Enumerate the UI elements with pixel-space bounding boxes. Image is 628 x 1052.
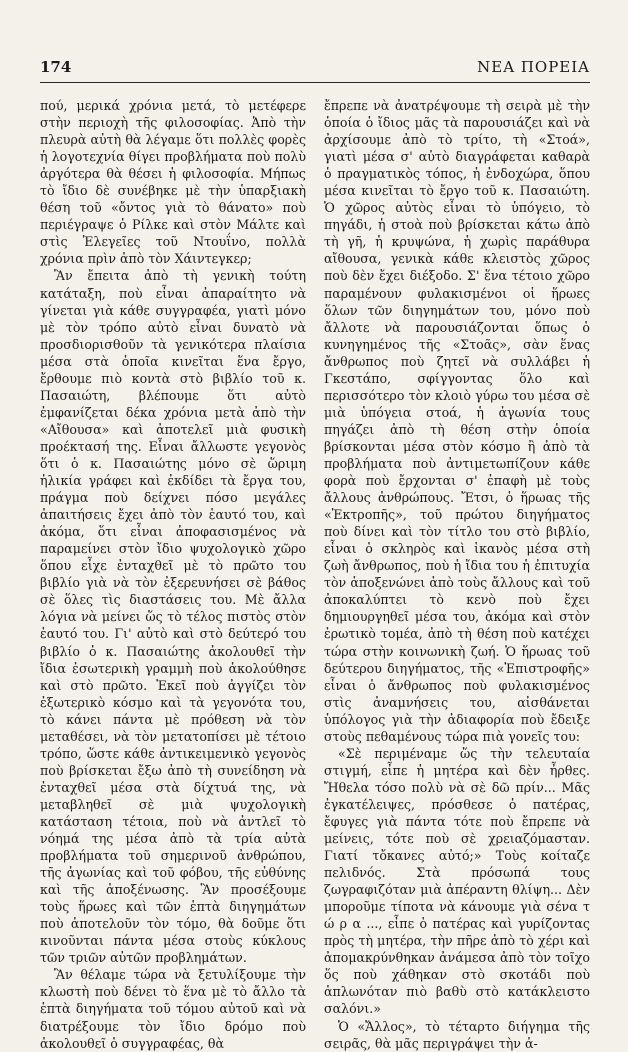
page-number: 174 bbox=[40, 58, 72, 76]
quotation: «Σὲ περιμέναμε ὥς τὴν τελευταία στιγμή, εἶπε ἡ μητέρα καὶ δὲν ἦρθες. Ἤθελα τόσο πολὺ νὰ σὲ δῶ πρίν... Μᾶς ἐγκατέλειψες, πρόσθεσε ὁ πατέρας, ἔφυγες γιὰ πάντα τότε ποὺ ἔπρεπε νὰ μείνεις, τότε ποὺ σὲ χρειαζόμασταν. Γιατί τὄκανες αὐτό;» Τοὺς κοίταζε πελιδνός. Στὰ πρόσωπά τους ζωγραφιζόταν μιὰ ἀπέραντη θλίψη... Δὲν μποροῦμε τίποτα νὰ κάνουμε γιὰ σένα τ ώ ρ α ..., εἶπε ὁ πατέρας καὶ γυρίζοντας πρὸς τὴ μητέρα, τὴν πῆρε ἀπὸ τὸ χέρι καὶ ἀπομακρύνθηκαν ἀνάμεσα ἀπὸ τὸν τοῖχο ὅς ποὺ χάθηκαν στὸ σκοτάδι ποὺ ἁπλωνόταν πιὸ βαθὺ στὸ κατάκλειστο σαλόνι.» bbox=[324, 745, 590, 1017]
paragraph: Ἂν ἔπειτα ἀπὸ τὴ γενικὴ τούτη κατάταξη, ποὺ εἶναι ἀπαραίτητο νὰ γίνεται γιὰ κάθε συγγραφέα, γιατὶ μόνο μὲ τὸν τρόπο αὐτὸ εἶναι δυνατὸ νὰ προσδιορισθοῦν τὰ γενικότερα πλαίσια μέσα στὰ ὁποῖα κινεῖται ἕνα ἔργο, ἔρθουμε πιὸ κοντὰ στὸ βιβλίο τοῦ κ. Πασαιώτη, βλέπουμε ὅτι αὐτὸ ἐμφανίζεται δέκα χρόνια μετὰ ἀπὸ τὴν «Αἴθουσα» καὶ ἀποτελεῖ μιὰ φυσικὴ προέκτασή της. Εἶναι ἄλλωστε γεγονὸς ὅτι ὁ κ. Πασαιώτης μόνο σὲ ὥριμη ἡλικία γράφει καὶ ἐκδίδει τὰ ἔργα του, πράγμα ποὺ δείχνει πόσο μεγάλες ἀπαιτήσεις ἔχει ἀπὸ τὸν ἑαυτό του, καὶ ἀκόμα, ὅτι εἶναι ἀποφασισμένος νὰ παραμείνει στὸν ἴδιο ψυχολογικὸ χῶρο ὅπου εἶχε ἐνταχθεῖ μὲ τὸ πρῶτο του βιβλίο γιὰ νὰ τὸν ἐξερευνήσει σὲ βάθος σὲ ὅλες τὶς διαστάσεις του. Μὲ ἄλλα λόγια νὰ μείνει ὥς τὸ τέλος πιστὸς στὸν ἑαυτό του. Γι' αὐτὸ καὶ στὸ δεύτερό του βιβλίο ὁ κ. Πασαιώτης ἀκολουθεῖ τὴν ἴδια ἐσωτερικὴ γραμμὴ ποὺ ἀκολούθησε καὶ στὸ πρῶτο. Ἐκεῖ ποὺ ἀγγίζει τὸν ἐξωτερικὸ κόσμο καὶ τὰ γεγονότα του, τὸ κάνει πάντα μὲ πρόθεση νὰ τὸν μεταθέσει, νὰ τὸν μετατοπίσει μὲ τέτοιο τρόπο, ὥστε κάθε ἀντικειμενικὸ γεγονὸς ποὺ βρίσκεται ἔξω ἀπὸ τὴ συνείδηση νὰ ἐνταχθεῖ μέσα στὰ δίχτυά της, νὰ μεταβληθεῖ σὲ μιὰ ψυχολογικὴ κατάσταση τέτοια, ποὺ νὰ ἀντλεῖ τὸ νόημά της μέσα ἀπὸ τὰ τρία αὐτὰ προβλήματα τοῦ σημερινοῦ ἀνθρώπου, τῆς ἀγωνίας καὶ τοῦ φόβου, τῆς εὐθύνης καὶ τῆς ἀποξένωσης. Ἂν προσέξουμε τοὺς ἥρωες καὶ τῶν ἑπτὰ διηγημάτων ποὺ ἀποτελοῦν τὸν τόμο, θὰ δοῦμε ὅτι κινοῦνται πάντα μέσα στοὺς κύκλους τῶν τριῶν αὐτῶν προβλημάτων. bbox=[40, 268, 306, 966]
running-title: ΝΕΑ ΠΟΡΕΙΑ bbox=[477, 58, 590, 76]
paragraph: ἔπρεπε νὰ ἀνατρέψουμε τὴ σειρὰ μὲ τὴν ὁποία ὁ ἴδιος μᾶς τὰ παρουσιάζει καὶ νὰ ἀρχίσουμε ἀπὸ τὸ τρίτο, τὴ «Στοά», γιατὶ μέσα σ' αὐτὸ διαγράφεται καθαρὰ ὁ πραγματικὸς τόπος, ἡ ἐνδοχώρα, ὅπου μέσα κινεῖται τὸ ἔργο τοῦ κ. Πασαιώτη. Ὁ χῶρος αὐτὸς εἶναι τὸ ὑπόγειο, τὸ πηγάδι, ἡ στοὰ ποὺ βρίσκεται κάτω ἀπὸ τὴ γῆ, ἡ κρυψώνα, ἡ χωρὶς παράθυρα αἴθουσα, γενικὰ κάθε κλειστὸς χῶρος ποὺ δὲν ἔχει διέξοδο. Σ' ἕνα τέτοιο χῶρο παραμένουν φυλακισμένοι οἱ ἥρωες ὅλων τῶν διηγημάτων του, μόνο ποὺ ἄλλοτε νὰ παρουσιάζονται ὅπως ὁ κυνηγημένος τῆς «Στοᾶς», σὰν ἕνας ἄνθρωπος ποὺ ζητεῖ νὰ συλλάβει ἡ Γκεστάπο, σφίγγοντας ὅλο καὶ περισσότερο τὸν κλοιὸ γύρω του μέσα σὲ μιὰ ὑπόγεια στοά, ἡ ἀγωνία τους πηγάζει ἀπὸ τὴ θέση στὴν ὁποία βρίσκονται μέσα στὸν κόσμο ἢ ἀπὸ τὰ προβλήματα ποὺ ἀντιμετωπίζουν κάθε φορὰ ποὺ ἔρχονται σ' ἐπαφὴ μὲ τοὺς ἄλλους ἀνθρώπους. Ἔτσι, ὁ ἥρωας τῆς «Ἐκτροπῆς», τοῦ πρώτου διηγήματος ποὺ δίνει καὶ τὸν τίτλο του στὸ βιβλίο, εἶναι ὁ σκληρὸς καὶ ἱκανὸς μέσα στὴ ζωὴ ἄνθρωπος, ποὺ ἡ ἴδια του ἡ ἐπιτυχία τὸν ἀποξενώνει ἀπὸ τοὺς ἄλλους καὶ τοῦ ἀποκαλύπτει τὸ κενὸ ποὺ ἔχει δημιουργηθεῖ μέσα του, ἀκόμα καὶ στὸν ἐρωτικὸ τομέα, ἀπὸ τὴ θέση ποὺ κατέχει τώρα στὴν κοινωνικὴ ζωή. Ὁ ἥρωας τοῦ δεύτερου διηγήματος, τῆς «Ἐπιστροφῆς» εἶναι ὁ ἄνθρωπος ποὺ φυλακισμένος στὶς ἀναμνήσεις του, αἰσθάνεται ὑπόλογος γιὰ τὴν ἀδιαφορία ποὺ ἔδειξε στοὺς πεθαμένους τώρα πιὰ γονεῖς του: bbox=[324, 98, 590, 744]
paragraph: Ἂν θέλαμε τώρα νὰ ξετυλίξουμε τὴν κλωστὴ ποὺ δένει τὸ ἕνα μὲ τὸ ἄλλο τὰ ἑπτὰ διηγήματα τοῦ τόμου αὐτοῦ καὶ νὰ διατρέξουμε τὸν ἴδιο δρόμο ποὺ ἀκολουθεῖ ὁ συγγραφέας, θὰ bbox=[40, 967, 306, 1051]
left-column bbox=[40, 97, 306, 1051]
right-column bbox=[324, 97, 590, 1051]
header-rule bbox=[40, 82, 590, 83]
text-columns bbox=[40, 97, 590, 1051]
paragraph: πού, μερικά χρόνια μετά, τὸ μετέφερε στὴν περιοχὴ τῆς φιλοσοφίας. Ἀπὸ τὴν πλευρὰ αὐτὴ θὰ λέγαμε ὅτι πολλὲς φορὲς ἡ λογοτεχνία θίγει προβλήματα ποὺ πολὺ ἀργότερα θὰ θέσει ἡ φιλοσοφία. Μήπως τὸ ἴδιο δὲ συνέβηκε μὲ τὴν ὑπαρξιακὴ θέση τοῦ «ὄντος γιὰ τὸ θάνατο» ποὺ περιέγραψε ὁ Ρίλκε καὶ στὸν Μάλτε καὶ στὶς Ἐλεγεῖες τοῦ Ντουΐνο, πολλὰ χρόνια πρὶν ἀπὸ τὸν Χάιντεγκερ; bbox=[40, 98, 306, 267]
page-header bbox=[40, 58, 590, 82]
paragraph: Ὁ «Ἄλλος», τὸ τέταρτο διήγημα τῆς σειρᾶς, θὰ μᾶς περιγράψει τὴν ἀ- bbox=[324, 1018, 590, 1051]
